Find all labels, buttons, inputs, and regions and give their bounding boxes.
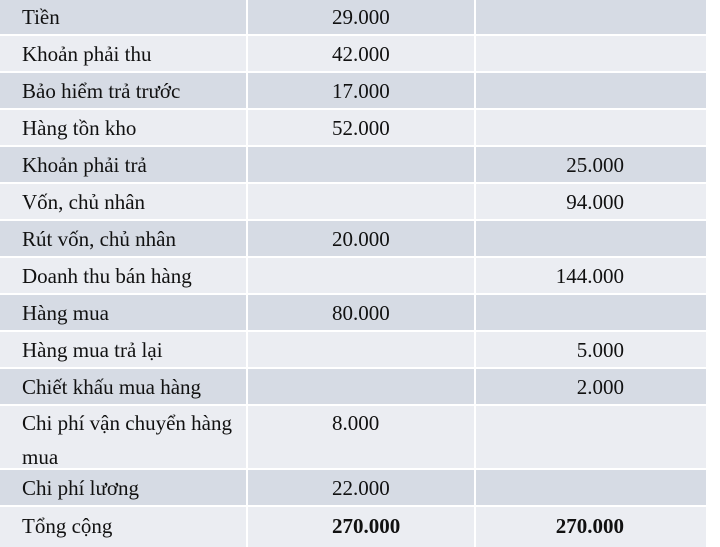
total-debit: 270.000 [248,507,474,547]
account-name: Khoản phải trả [0,147,246,182]
account-name: Rút vốn, chủ nhân [0,221,246,256]
credit-amount: 94.000 [476,184,706,219]
credit-amount: 5.000 [476,332,706,367]
account-name: Chiết khấu mua hàng [0,369,246,404]
debit-amount: 22.000 [248,470,474,505]
credit-amount [476,73,706,108]
credit-amount: 2.000 [476,369,706,404]
debit-amount: 8.000 [248,406,474,468]
debit-amount: 20.000 [248,221,474,256]
account-name: Hàng tồn kho [0,110,246,145]
debit-amount: 29.000 [248,0,474,34]
debit-amount: 52.000 [248,110,474,145]
total-credit: 270.000 [476,507,706,547]
account-name: Chi phí vận chuyển hàng mua [0,406,246,468]
account-name: Khoản phải thu [0,36,246,71]
account-name: Hàng mua trả lại [0,332,246,367]
account-name: Chi phí lương [0,470,246,505]
credit-amount [476,221,706,256]
credit-amount [476,0,706,34]
debit-amount [248,258,474,293]
account-name: Tiền [0,0,246,34]
debit-amount [248,184,474,219]
credit-amount [476,110,706,145]
credit-amount: 25.000 [476,147,706,182]
credit-amount: 144.000 [476,258,706,293]
credit-amount [476,295,706,330]
credit-amount [476,36,706,71]
debit-amount: 42.000 [248,36,474,71]
debit-amount [248,369,474,404]
account-name: Vốn, chủ nhân [0,184,246,219]
debit-amount [248,147,474,182]
debit-amount [248,332,474,367]
credit-amount [476,406,706,468]
account-name: Hàng mua [0,295,246,330]
account-name: Doanh thu bán hàng [0,258,246,293]
debit-amount: 17.000 [248,73,474,108]
account-name: Bảo hiểm trả trước [0,73,246,108]
credit-amount [476,470,706,505]
debit-amount: 80.000 [248,295,474,330]
total-label: Tổng cộng [0,507,246,547]
